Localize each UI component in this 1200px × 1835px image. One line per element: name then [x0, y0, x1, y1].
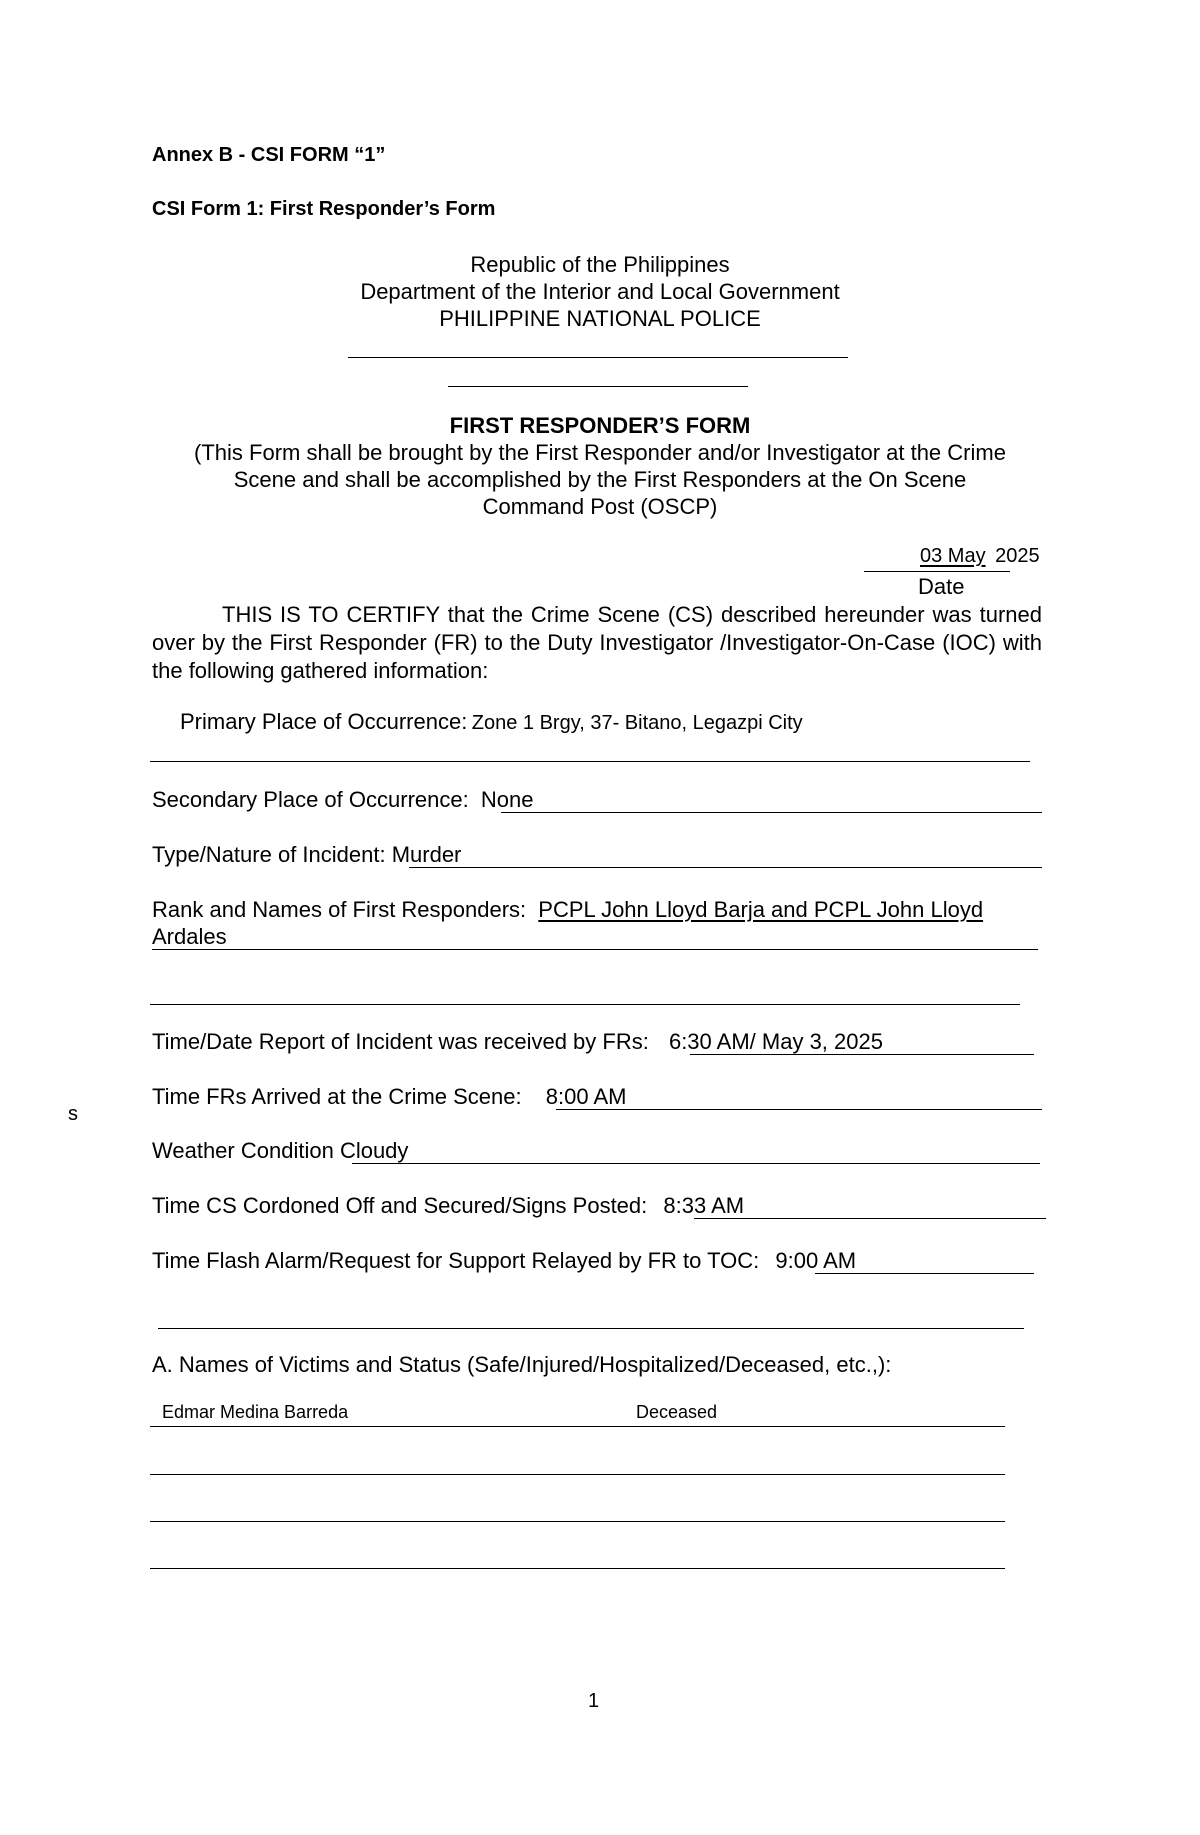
nature-row	[152, 842, 461, 868]
arrival-time-label: Time FRs Arrived at the Crime Scene:	[152, 1084, 522, 1109]
nature-label: Type/Nature of Incident:	[152, 842, 386, 867]
victims-heading: A. Names of Victims and Status (Safe/Injured/Hospitalized/Deceased, etc.,):	[152, 1352, 892, 1377]
cordon-time-label: Time CS Cordoned Off and Secured/Signs Posted:	[152, 1193, 648, 1218]
instructions-line-2: Scene and shall be accomplished by the First Responders at the On Scene	[233, 467, 967, 492]
victim-line-3	[150, 1521, 1005, 1522]
arrival-time-value: 8:00 AM	[545, 1084, 627, 1109]
responders-value-line-2: Ardales	[152, 924, 227, 949]
header-blank-line-1	[348, 357, 848, 358]
instructions-line-1: (This Form shall be brought by the First Responder and/or Investigator at the Crime	[194, 440, 1006, 465]
weather-row	[152, 1138, 408, 1164]
report-time-label: Time/Date Report of Incident was received by FRs:	[152, 1029, 649, 1054]
responders-line	[152, 949, 1038, 950]
responders-row-2	[152, 924, 227, 950]
flash-alarm-row	[152, 1248, 856, 1274]
flash-alarm-value: 9:00 AM	[775, 1248, 857, 1273]
weather-line	[352, 1163, 1040, 1164]
primary-place-row	[180, 709, 803, 735]
arrival-time-line	[556, 1109, 1042, 1110]
date-label: Date	[918, 574, 965, 599]
margin-mark: s	[68, 1103, 78, 1125]
secondary-place-value: None	[480, 787, 534, 812]
flash-alarm-label: Time Flash Alarm/Request for Support Relayed by FR to TOC:	[152, 1248, 760, 1273]
responders-extra-line	[150, 1004, 1020, 1005]
cordon-time-row	[152, 1193, 744, 1219]
date-year: 2025	[995, 545, 1040, 567]
primary-place-value: Zone 1 Brgy, 37- Bitano, Legazpi City	[471, 712, 803, 734]
report-time-line	[690, 1054, 1034, 1055]
victim-status: Deceased	[636, 1402, 718, 1422]
cordon-time-line	[694, 1218, 1046, 1219]
report-time-row	[152, 1029, 883, 1055]
victim-line-2	[150, 1474, 1005, 1475]
header-pnp: PHILIPPINE NATIONAL POLICE	[439, 306, 761, 331]
form-subtitle: CSI Form 1: First Responder’s Form	[152, 198, 496, 220]
primary-place-line	[150, 761, 1030, 762]
header-republic: Republic of the Philippines	[470, 252, 730, 277]
date-line	[864, 571, 1010, 572]
date-day-month: 03 May	[920, 545, 986, 567]
blank-line	[158, 1328, 1024, 1329]
primary-place-label: Primary Place of Occurrence:	[180, 709, 468, 734]
form-title: FIRST RESPONDER’S FORM	[449, 413, 751, 438]
nature-line	[409, 867, 1042, 868]
annex-title: Annex B - CSI FORM “1”	[152, 144, 386, 166]
responders-value-line-1: PCPL John Lloyd Barja and PCPL John Lloyd	[538, 897, 984, 922]
instructions-line-3: Command Post (OSCP)	[482, 494, 718, 519]
weather-label: Weather Condition	[152, 1138, 334, 1163]
cordon-time-value: 8:33 AM	[663, 1193, 745, 1218]
header-blank-line-2	[448, 386, 748, 387]
victim-line-4	[150, 1568, 1005, 1569]
arrival-time-row	[152, 1084, 626, 1110]
responders-row	[152, 897, 983, 923]
weather-value: Cloudy	[339, 1138, 409, 1163]
responders-label: Rank and Names of First Responders:	[152, 897, 527, 922]
secondary-place-line	[501, 812, 1042, 813]
page-number: 1	[588, 1690, 600, 1712]
secondary-place-row	[152, 787, 533, 813]
nature-value: Murder	[391, 842, 462, 867]
victim-line-1	[150, 1426, 1005, 1427]
flash-alarm-line	[815, 1273, 1034, 1274]
certify-paragraph: THIS IS TO CERTIFY that the Crime Scene (CS) described hereunder was turned over by the First Responder (FR) to the Duty Investigator /Investigator-On-Case (IOC) with the following gathered information:	[152, 602, 1042, 683]
secondary-place-label: Secondary Place of Occurrence:	[152, 787, 469, 812]
victim-name: Edmar Medina Barreda	[162, 1402, 349, 1422]
date-value	[920, 545, 1040, 568]
report-time-value: 6:30 AM/ May 3, 2025	[668, 1029, 883, 1054]
header-dilg: Department of the Interior and Local Government	[360, 279, 840, 304]
